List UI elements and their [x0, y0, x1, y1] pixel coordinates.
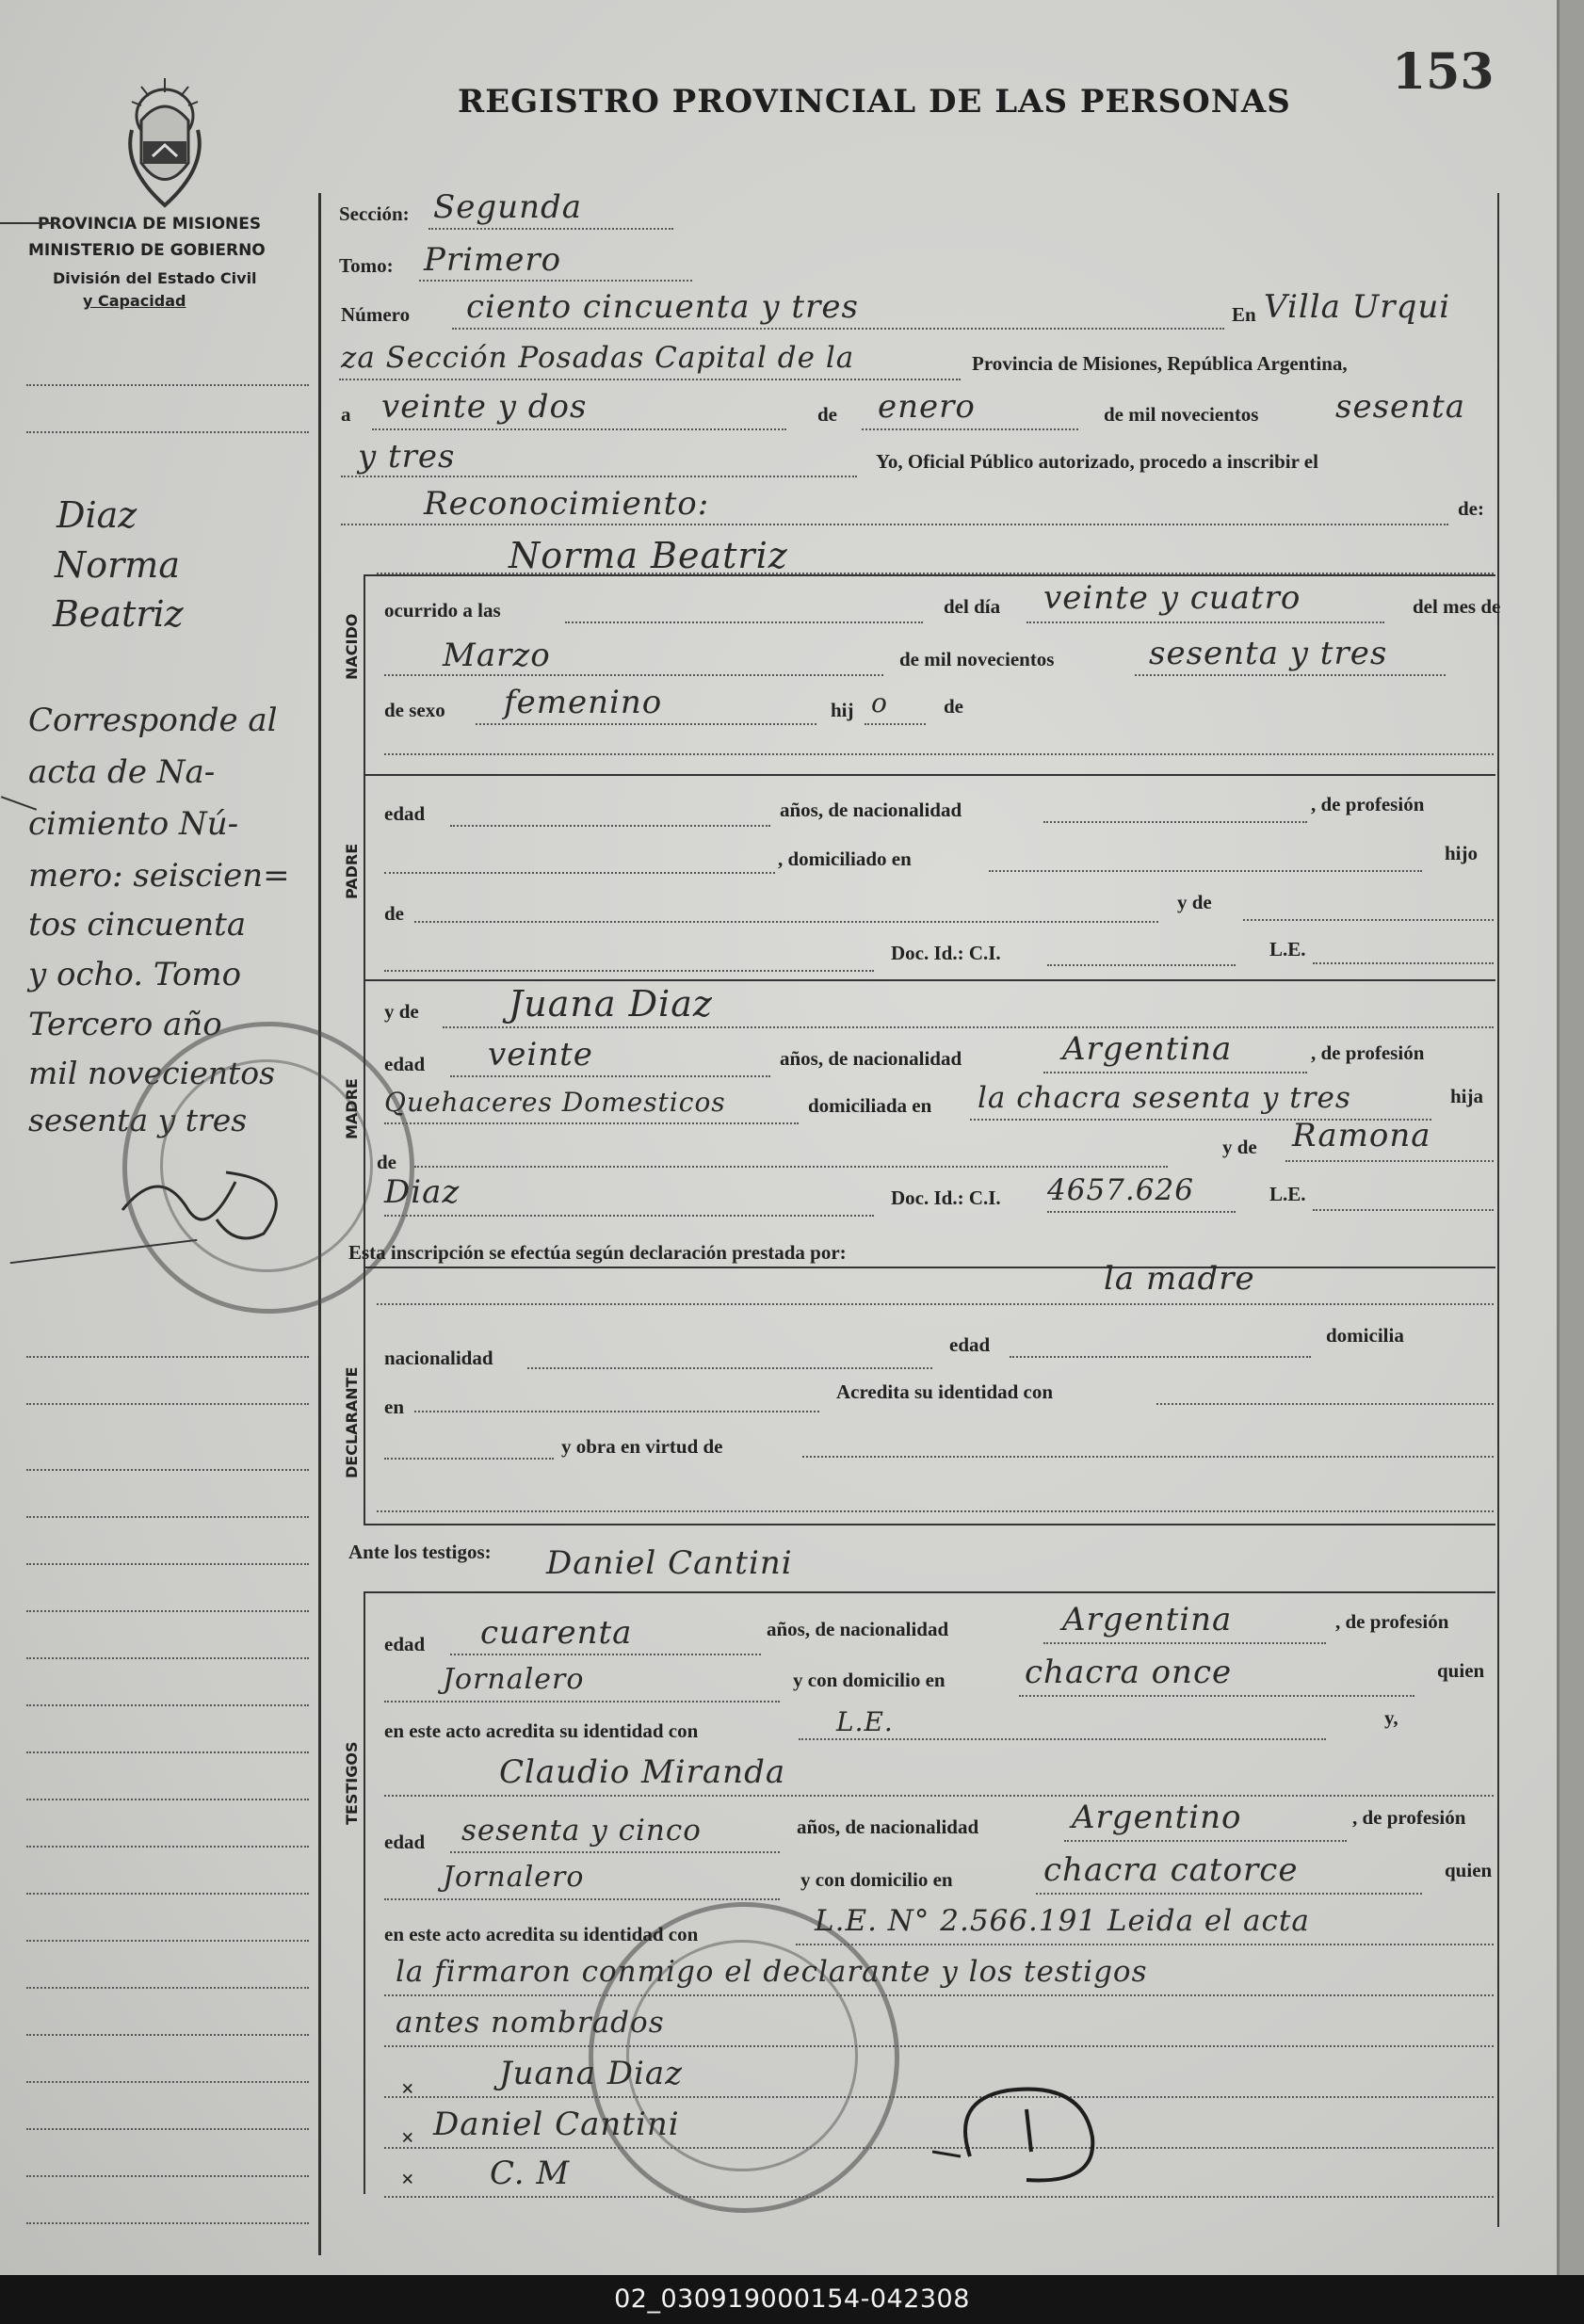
t1-doc-value: L.E.: [836, 1706, 894, 1737]
padre-doc-label: Doc. Id.: C.I.: [891, 942, 1001, 964]
madre-le-label: L.E.: [1269, 1183, 1306, 1205]
section-label-nacido: NACIDO: [343, 613, 361, 680]
declarante-en-label: en: [384, 1396, 404, 1418]
cierre-line-2: antes nombrados: [396, 2006, 665, 2040]
year-label: de mil novecientos: [1104, 403, 1259, 426]
t1-profesion-label: , de profesión: [1335, 1610, 1449, 1633]
dia-label: del día: [944, 595, 1001, 618]
field-line: [989, 870, 1422, 872]
coat-of-arms-emblem: [113, 73, 217, 210]
margin-note-line: y ocho. Tomo: [28, 956, 242, 993]
madre-nacionalidad-value: Argentina: [1062, 1030, 1233, 1068]
field-line: [384, 1898, 780, 1900]
division-heading-2: y Capacidad: [83, 292, 186, 310]
padre-de-label: de: [384, 902, 404, 925]
madre-domicilio-value: la chacra sesenta y tres: [978, 1081, 1351, 1115]
padre-edad-label: edad: [384, 802, 426, 825]
field-line: [443, 1026, 1494, 1028]
field-line: [377, 1303, 1494, 1305]
nacido-de-label: de: [944, 695, 963, 718]
margin-note-line: cimiento Nú-: [28, 805, 239, 843]
testigo1-nombre: Daniel Cantini: [546, 1544, 793, 1582]
section-label-madre: MADRE: [343, 1078, 361, 1139]
place-value: Villa Urqui: [1264, 288, 1451, 326]
right-border: [1497, 193, 1499, 2227]
section-label-padre: PADRE: [343, 843, 361, 899]
signature-x-mark: ×: [401, 2126, 414, 2151]
margin-line: [26, 2222, 309, 2224]
t1-acredita-label: en este acto acredita su identidad con: [384, 1719, 699, 1742]
margin-line: [26, 1516, 309, 1518]
padre-profesion-label: , de profesión: [1311, 793, 1425, 815]
testigo2-nombre: Claudio Miranda: [499, 1753, 786, 1791]
field-line: [384, 753, 1494, 755]
field-line: [865, 723, 926, 725]
t2-edad-label: edad: [384, 1831, 426, 1853]
field-line: [414, 1166, 1168, 1168]
margin-line: [26, 2034, 309, 2036]
scan-footer: [0, 2275, 1584, 2324]
t1-edad-value: cuarenta: [480, 1614, 633, 1652]
tomo-value: Primero: [424, 241, 562, 279]
madre-profesion-value: Quehaceres Domesticos: [384, 1087, 726, 1118]
abuela-value: Ramona: [1292, 1117, 1431, 1154]
numero-value: ciento cincuenta y tres: [466, 288, 859, 326]
tomo-label: Tomo:: [339, 254, 394, 277]
field-line: [1010, 1356, 1311, 1358]
margin-line: [26, 2128, 309, 2130]
dia-value: veinte y cuatro: [1043, 579, 1301, 617]
field-line: [341, 524, 1448, 525]
margin-line: [26, 1610, 309, 1612]
section-label-testigos: TESTIGOS: [343, 1741, 361, 1825]
t2-nacionalidad-value: Argentino: [1072, 1799, 1242, 1836]
signature-witness-2: C. M: [490, 2155, 571, 2192]
field-line: [1243, 919, 1494, 921]
division-heading: División del Estado Civil: [53, 269, 257, 287]
t2-acredita-label: en este acto acredita su identidad con: [384, 1923, 699, 1945]
cierre-line-1: la firmaron conmigo el declarante y los testigos: [396, 1955, 1148, 1989]
anio-value: sesenta y tres: [1149, 635, 1388, 672]
child-name-value: Norma Beatriz: [509, 535, 788, 576]
padre-le-label: L.E.: [1269, 938, 1306, 960]
year-value-cont: y tres: [358, 438, 456, 476]
field-line: [384, 1122, 799, 1124]
field-line: [1043, 821, 1307, 823]
declarante-obra-label: y obra en virtud de: [561, 1435, 723, 1458]
margin-note-line: Corresponde al: [28, 702, 278, 739]
margin-line: [26, 1704, 309, 1706]
margin-note-line: tos cincuenta: [28, 906, 247, 944]
t1-domicilio-label: y con domicilio en: [793, 1669, 946, 1691]
margin-line: [26, 2081, 309, 2083]
testigos-intro: Ante los testigos:: [348, 1541, 492, 1563]
field-line: [384, 970, 874, 972]
madre-edad-value: veinte: [488, 1036, 593, 1073]
signature-witness-1: Daniel Cantini: [433, 2106, 680, 2143]
field-line: [1026, 621, 1384, 623]
madre-doc-value: 4657.626: [1047, 1173, 1194, 1207]
ocurrido-label: ocurrido a las: [384, 599, 501, 621]
madre-doc-label: Doc. Id.: C.I.: [891, 1186, 1001, 1209]
margin-line: [26, 384, 309, 386]
t2-edad-value: sesenta y cinco: [461, 1814, 702, 1848]
section-rule: [364, 1267, 1495, 1268]
rule: [0, 222, 57, 224]
field-line: [384, 1701, 780, 1703]
field-line: [372, 428, 786, 430]
margin-note-line: mero: seiscien=: [28, 857, 290, 895]
seccion-value: Segunda: [433, 188, 583, 226]
t1-nacionalidad-value: Argentina: [1062, 1601, 1233, 1638]
madre-y-de-label: y de: [384, 1000, 419, 1023]
margin-note-line: sesenta y tres: [28, 1102, 248, 1138]
section-rule: [364, 1524, 1495, 1525]
mes-value: Marzo: [443, 637, 551, 674]
declarante-value: la madre: [1104, 1260, 1255, 1298]
field-line: [384, 872, 775, 874]
t1-quien-label: quien: [1437, 1659, 1485, 1682]
field-line: [384, 2196, 1494, 2198]
padre-nacionalidad-label: años, de nacionalidad: [780, 799, 962, 821]
t1-y-label: y,: [1384, 1706, 1398, 1729]
place-value-cont: za Sección Posadas Capital de la: [341, 341, 855, 375]
field-line: [476, 723, 816, 725]
field-line: [796, 1944, 1494, 1945]
field-line: [384, 1215, 874, 1217]
field-line: [1047, 964, 1236, 966]
field-line: [1135, 674, 1446, 676]
ministry-heading: MINISTERIO DE GOBIERNO: [28, 241, 266, 260]
official-stamp-inner: [160, 1059, 373, 1272]
field-line: [527, 1367, 932, 1369]
margin-stroke: [1, 796, 37, 811]
margin-line: [26, 1403, 309, 1405]
field-line: [450, 1851, 780, 1853]
madre-apellido-value: Diaz: [384, 1173, 461, 1211]
declarante-domicilia-label: domicilia: [1326, 1324, 1404, 1347]
margin-line: [26, 1799, 309, 1800]
mes-label: del mes de: [1413, 595, 1501, 618]
field-line: [384, 2045, 1494, 2047]
declarante-edad-label: edad: [949, 1333, 991, 1356]
t1-nacionalidad-label: años, de nacionalidad: [767, 1618, 949, 1640]
field-line: [1036, 1893, 1422, 1895]
margin-line: [26, 2175, 309, 2177]
field-line: [414, 1411, 819, 1412]
signature-x-mark: ×: [401, 2077, 414, 2102]
field-line: [565, 621, 923, 623]
madre-hija-label: hija: [1450, 1085, 1484, 1107]
padre-hijo-label: hijo: [1445, 842, 1479, 864]
province-heading: PROVINCIA DE MISIONES: [38, 215, 262, 234]
margin-line: [26, 1563, 309, 1565]
padre-domicilio-label: , domiciliado en: [778, 847, 912, 870]
madre-y-de2-label: y de: [1222, 1136, 1257, 1158]
section-rule: [364, 979, 1495, 981]
field-line: [1313, 962, 1494, 964]
field-line: [428, 228, 673, 230]
declarante-intro: Esta inscripción se efectúa según declaración prestada por:: [348, 1241, 847, 1264]
field-line: [384, 1458, 554, 1460]
margin-name-first: Norma: [55, 544, 180, 586]
section-column-line: [364, 574, 365, 1524]
madre-nacionalidad-label: años, de nacionalidad: [780, 1047, 962, 1070]
field-line: [1156, 1403, 1494, 1405]
field-line: [1313, 1209, 1494, 1211]
margin-line: [26, 1893, 309, 1895]
signature-x-mark: ×: [401, 2168, 414, 2192]
signature-mother: Juana Diaz: [499, 2055, 684, 2092]
field-line: [1285, 1160, 1494, 1162]
madre-de-label: de: [377, 1151, 396, 1173]
padre-y-de-label: y de: [1177, 891, 1212, 913]
scan-code: 02_030919000154-042308: [614, 2284, 970, 2314]
a-label: a: [341, 403, 351, 426]
t1-domicilio-value: chacra once: [1025, 1654, 1233, 1691]
margin-note-line: acta de Na-: [28, 753, 216, 791]
field-line: [450, 1654, 761, 1655]
seccion-label: Sección:: [339, 202, 410, 225]
section-column-line: [364, 1591, 365, 2194]
margin-name-second: Beatriz: [53, 593, 184, 635]
t2-quien-label: quien: [1445, 1859, 1493, 1881]
field-line: [384, 1795, 1494, 1797]
madre-domicilio-label: domiciliada en: [808, 1094, 932, 1117]
field-line: [1047, 1211, 1236, 1213]
madre-profesion-label: , de profesión: [1311, 1041, 1425, 1064]
t2-doc-value: L.E. N° 2.566.191 Leida el acta: [815, 1904, 1310, 1938]
margin-line: [26, 1846, 309, 1848]
margin-line: [26, 1940, 309, 1942]
provincia-text: Provincia de Misiones, República Argentina,: [972, 352, 1348, 375]
section-label-declarante: DECLARANTE: [343, 1366, 361, 1478]
t2-profesion-value: Jornalero: [443, 1861, 585, 1894]
field-line: [1064, 1840, 1347, 1842]
madre-nombre-value: Juana Diaz: [509, 983, 713, 1025]
de-label: de: [817, 403, 837, 426]
oficial-text: Yo, Oficial Público autorizado, procedo a inscribir el: [876, 450, 1318, 473]
madre-edad-label: edad: [384, 1053, 426, 1075]
field-line: [1019, 1695, 1414, 1697]
hij-label: hij: [831, 699, 854, 721]
sexo-label: de sexo: [384, 699, 445, 721]
field-line: [414, 921, 1158, 923]
de-colon-label: de:: [1458, 497, 1484, 520]
margin-note-line: Tercero año: [28, 1006, 222, 1043]
field-line: [1043, 1642, 1326, 1644]
sexo-value: femenino: [504, 684, 663, 721]
margin-line: [26, 431, 309, 433]
field-line: [339, 379, 961, 380]
t2-nacionalidad-label: años, de nacionalidad: [797, 1816, 979, 1838]
margin-name-surname: Diaz: [57, 494, 137, 536]
act-type-value: Reconocimiento:: [424, 485, 710, 523]
year-value: sesenta: [1335, 388, 1465, 426]
field-line: [802, 1456, 1494, 1458]
field-line: [450, 1075, 770, 1077]
en-label: En: [1232, 303, 1256, 326]
field-line: [341, 476, 857, 477]
field-line: [799, 1738, 1326, 1740]
t2-domicilio-label: y con domicilio en: [800, 1868, 953, 1891]
margin-note-line: mil novecientos: [28, 1055, 276, 1091]
margin-line: [26, 1657, 309, 1659]
official-signature: [932, 2062, 1121, 2194]
field-line: [450, 825, 770, 827]
declarante-nacionalidad-label: nacionalidad: [384, 1347, 493, 1369]
month-value: enero: [878, 388, 976, 426]
section-rule: [364, 1591, 1495, 1593]
margin-line: [26, 1469, 309, 1471]
field-line: [377, 1510, 1494, 1512]
margin-line: [26, 1356, 309, 1358]
field-line: [419, 280, 692, 282]
registry-title: REGISTRO PROVINCIAL DE LAS PERSONAS: [458, 83, 1291, 121]
page-edge: [1560, 0, 1584, 2275]
hij-value: o: [871, 687, 888, 718]
page-edge-line: [1557, 0, 1560, 2275]
margin-line: [26, 1987, 309, 1989]
t2-profesion-label: , de profesión: [1352, 1806, 1466, 1829]
declarante-acredita-label: Acredita su identidad con: [836, 1380, 1054, 1403]
margin-line: [26, 1751, 309, 1753]
field-line: [377, 573, 1494, 574]
anio-label: de mil novecientos: [899, 648, 1055, 670]
field-line: [862, 428, 1078, 430]
t1-edad-label: edad: [384, 1633, 426, 1655]
t1-profesion-value: Jornalero: [443, 1663, 585, 1696]
day-value: veinte y dos: [381, 388, 588, 426]
folio-number: 153: [1392, 43, 1495, 101]
field-line: [384, 674, 883, 676]
field-line: [384, 1994, 1494, 1996]
numero-label: Número: [341, 303, 411, 326]
field-line: [1043, 1072, 1307, 1073]
field-line: [452, 328, 1224, 330]
t2-domicilio-value: chacra catorce: [1043, 1851, 1299, 1889]
section-rule: [364, 774, 1495, 776]
